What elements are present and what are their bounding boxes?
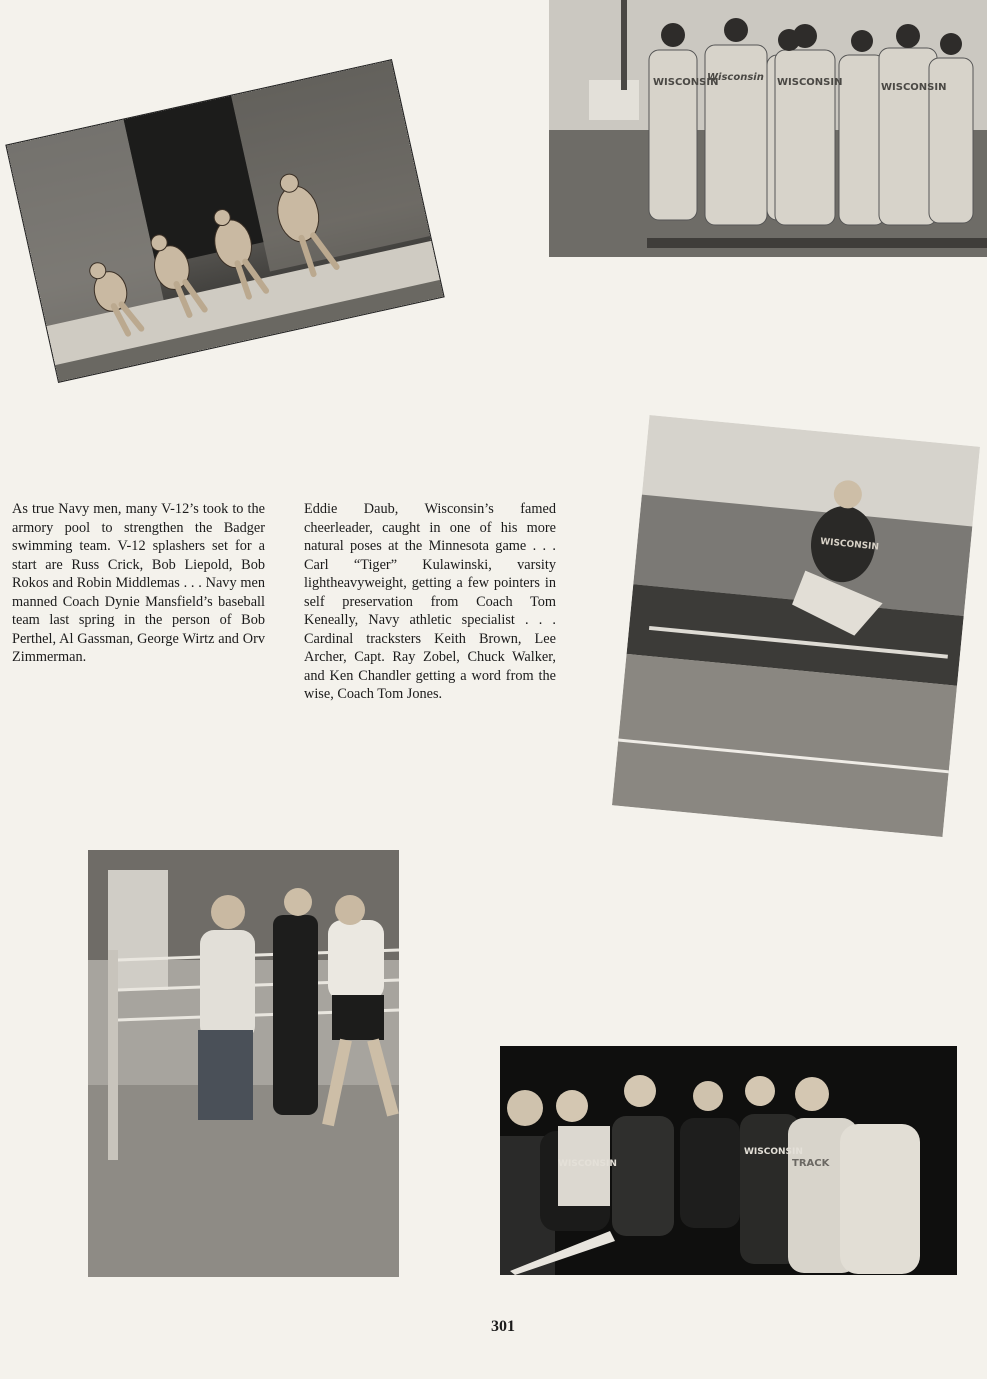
- baseball-team-photo: [549, 0, 987, 257]
- track-team-photo: [500, 1046, 957, 1275]
- sweater-text: WISCONSIN: [819, 536, 880, 553]
- svg-text:WISCONSIN: WISCONSIN: [744, 1147, 803, 1157]
- track-jersey-text: WISCONSIN: [558, 1159, 617, 1169]
- svg-text:Wisconsin: Wisconsin: [707, 72, 764, 83]
- svg-text:WISCONSIN: WISCONSIN: [881, 82, 947, 93]
- boxing-photo: [88, 850, 399, 1277]
- swimmers-photo: [6, 60, 443, 382]
- svg-text:TRACK: TRACK: [792, 1158, 830, 1169]
- cheerleader-photo: [612, 415, 980, 837]
- svg-text:WISCONSIN: WISCONSIN: [777, 77, 843, 88]
- page-number: 301: [491, 1318, 515, 1335]
- caption-left: As true Navy men, many V-12’s took to the armory pool to strengthen the Badger swimming team. V-12 splashers set for a start are Russ Crick, Bob Liepold, Bob Rokos and Robin Middlemas . . . Navy men manned Coach Dynie Mansfield’s baseball team last spring in the person of Bob Perthel, Al Gassman, George Wirtz and Orv Zimmerman.: [12, 501, 265, 665]
- caption-right: Eddie Daub, Wisconsin’s famed cheerleader, caught in one of his more natural poses at the Minnesota game . . . Carl “Tiger” Kulawinski, varsity lightheavyweight, getting a few pointers in self preservation from Coach Tom Keneally, Navy athletic specialist . . . Cardinal tracksters Keith Brown, Lee Archer, Capt. Ray Zobel, Chuck Walker, and Ken Chandler getting a word from the wise, Coach Tom Jones.: [304, 501, 556, 702]
- jersey-text: WISCONSIN: [653, 77, 719, 88]
